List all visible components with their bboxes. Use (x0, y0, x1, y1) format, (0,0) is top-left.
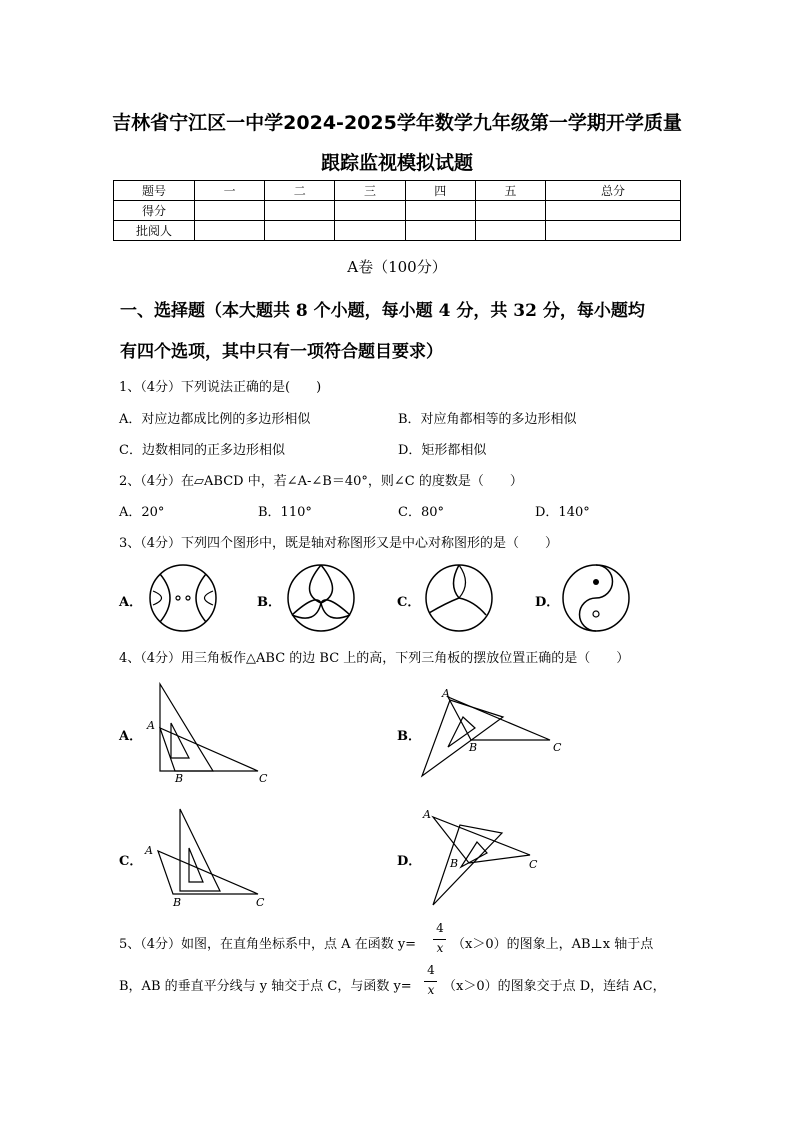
q2-option-b: B．110° (258, 505, 312, 520)
q1-option-b: B．对应角都相等的多边形相似 (398, 412, 577, 427)
score-blank (195, 221, 265, 241)
q4a-point-c: C (259, 772, 268, 785)
q3-label-c: C． (397, 595, 421, 610)
score-blank (546, 201, 681, 221)
q5-line1-pre: 5、（4分）如图，在直角坐标系中，点 A 在函数 y= (119, 937, 417, 952)
q4b-point-c: C (553, 741, 562, 754)
q1-option-c: C．边数相同的正多边形相似 (119, 443, 285, 458)
volume-heading: A卷（100分） (347, 258, 447, 276)
score-blank (405, 221, 475, 241)
q4-label-b: B． (397, 729, 421, 744)
q5-frac1-den: x (436, 941, 444, 955)
q3-label-d: D． (535, 595, 560, 610)
doc-title-line2: 跟踪监视模拟试题 (320, 152, 473, 174)
score-blank (265, 201, 335, 221)
q5-line2-post: （x＞0）的图象交于点 D，连结 AC， (443, 979, 666, 994)
q5-line1-post: （x＞0）的图象上，AB⊥x 轴于点 (452, 937, 654, 952)
q5-frac2-num: 4 (427, 963, 435, 977)
score-table-row (114, 221, 681, 241)
q5-line2-pre: B，AB 的垂直平分线与 y 轴交于点 C，与函数 y= (119, 979, 412, 994)
score-row-label: 得分 (114, 201, 195, 221)
section-heading-line2: 有四个选项，其中只有一项符合题目要求） (120, 342, 443, 362)
q4-figure-a (145, 680, 275, 780)
score-blank (335, 221, 405, 241)
score-cell: 四 (405, 181, 475, 201)
q3-label-a: A． (119, 595, 143, 610)
q4b-point-b: B (469, 741, 478, 754)
q3-figure-b (286, 563, 356, 633)
q3-figure-a (148, 563, 218, 633)
q4-stem: 4、（4分）用三角板作△ABC 的边 BC 上的高，下列三角板的摆放位置正确的是（ ） (119, 651, 630, 666)
q2-option-c: C．80° (398, 505, 444, 520)
score-blank (475, 221, 545, 241)
q4-figure-d (425, 805, 545, 910)
q4a-point-a: A (147, 719, 155, 732)
score-cell: 二 (265, 181, 335, 201)
q2-option-a: A．20° (119, 505, 165, 520)
q4d-point-b: B (450, 857, 459, 870)
score-cell: 总分 (546, 181, 681, 201)
q4-figure-c (145, 805, 275, 900)
q4d-point-a: A (423, 808, 431, 821)
q4c-point-c: C (256, 896, 265, 909)
score-table (113, 180, 681, 241)
section-heading-line1: 一、选择题（本大题共 8 个小题，每小题 4 分，共 32 分，每小题均 (120, 301, 645, 321)
q4c-point-a: A (145, 844, 153, 857)
q3-label-b: B． (257, 595, 281, 610)
q5-frac1-num: 4 (436, 921, 444, 935)
q2-stem: 2、（4分）在▱ABCD 中，若∠A-∠B＝40°，则∠C 的度数是（ ） (119, 474, 523, 489)
score-blank (195, 201, 265, 221)
score-blank (475, 201, 545, 221)
q1-option-a: A．对应边都成比例的多边形相似 (119, 412, 311, 427)
score-cell: 题号 (114, 181, 195, 201)
score-cell: 一 (195, 181, 265, 201)
q4-label-d: D． (397, 854, 422, 869)
q1-option-d: D．矩形都相似 (398, 443, 487, 458)
q3-stem: 3、（4分）下列四个图形中，既是轴对称图形又是中心对称图形的是（ ） (119, 536, 559, 551)
score-row-label: 批阅人 (114, 221, 195, 241)
q2-option-d: D．140° (535, 505, 590, 520)
q4-label-a: A． (119, 729, 143, 744)
score-blank (546, 221, 681, 241)
score-cell: 三 (335, 181, 405, 201)
doc-title-line1: 吉林省宁江区一中学2024-2025学年数学九年级第一学期开学质量 (112, 112, 682, 134)
q4d-point-c: C (529, 858, 538, 871)
q5-frac2-bar (424, 981, 437, 982)
q4b-point-a: A (442, 687, 450, 700)
score-table-header-row (114, 181, 681, 201)
q5-frac1-bar (433, 939, 446, 940)
q1-stem: 1、（4分）下列说法正确的是( ) (119, 380, 322, 395)
q5-frac2-den: x (427, 983, 435, 997)
q4-figure-b (415, 690, 565, 785)
score-blank (265, 221, 335, 241)
score-blank (405, 201, 475, 221)
q4-label-c: C． (119, 854, 143, 869)
q4c-point-b: B (173, 896, 182, 909)
score-blank (335, 201, 405, 221)
score-cell: 五 (475, 181, 545, 201)
q4a-point-b: B (175, 772, 184, 785)
q3-figure-d (561, 563, 631, 633)
score-table-row (114, 201, 681, 221)
q3-figure-c (424, 563, 494, 633)
